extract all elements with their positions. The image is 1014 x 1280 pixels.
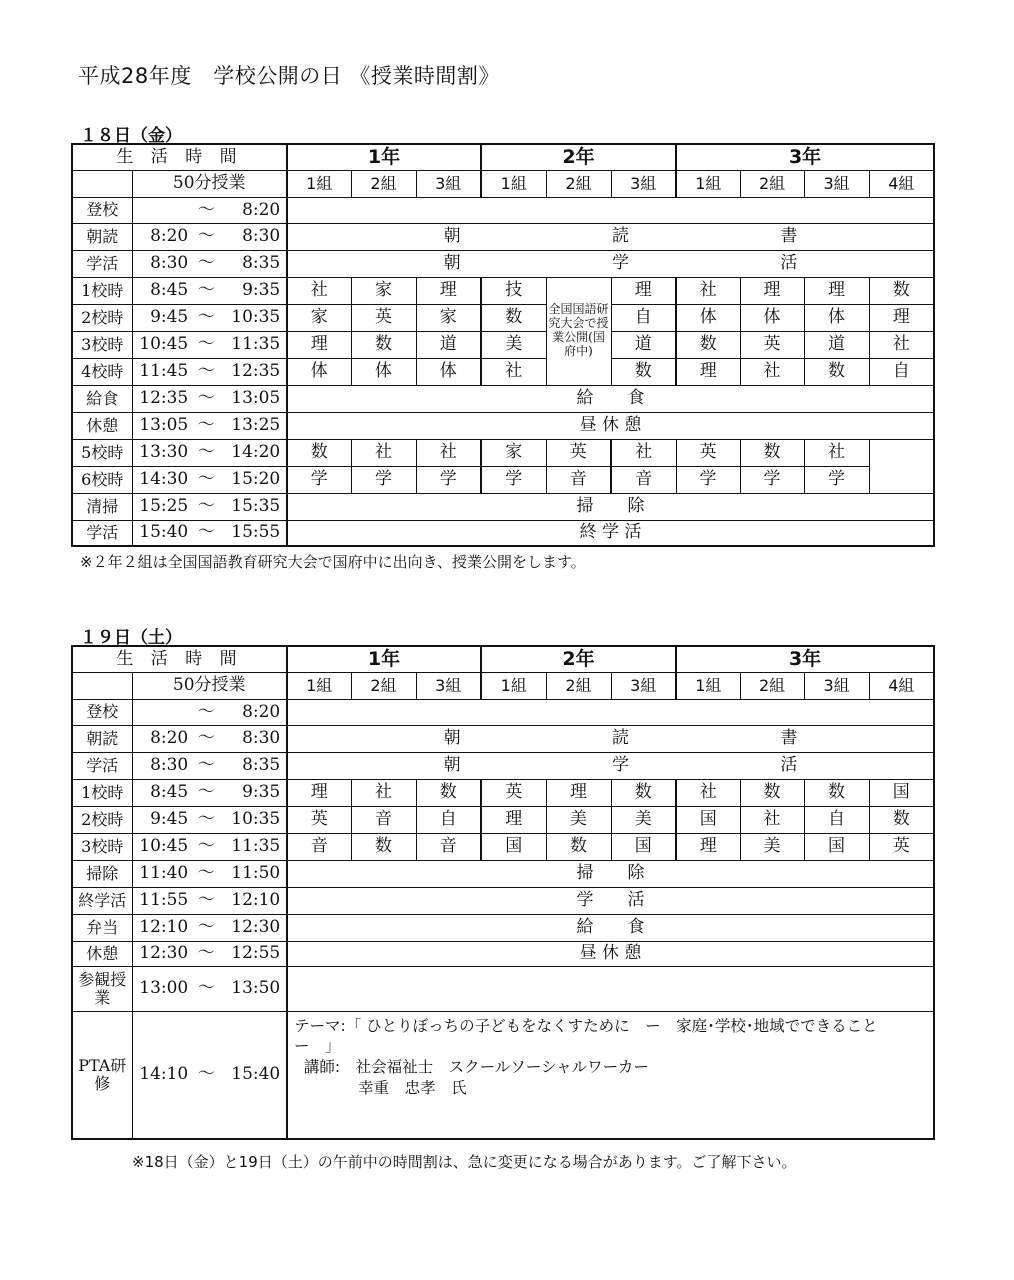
start-time: 9:45 (150, 307, 189, 328)
period-label: 1校時 (72, 779, 132, 806)
time-range (132, 887, 287, 914)
span-word: 活 (780, 253, 798, 274)
subject-cell: 美 (740, 833, 804, 860)
theme-line: テーマ:「 ひとりぼっちの子どもをなくすために ー 家庭･学校･地域でできること (294, 1016, 878, 1035)
class-header: 1組 (676, 672, 740, 699)
tilde: ～ (197, 701, 215, 722)
subject-cell: 国 (611, 833, 676, 860)
class-header: 3組 (416, 170, 481, 197)
end-time: 15:20 (231, 469, 281, 490)
period-label: 5校時 (72, 439, 132, 466)
span-word: 朝 (443, 226, 461, 247)
subject-cell: 体 (740, 304, 804, 331)
subject-cell: 数 (351, 331, 416, 358)
subject-cell: 自 (804, 806, 869, 833)
page-title: 平成28年度 学校公開の日 《授業時間割》 (78, 64, 500, 88)
time-range (132, 860, 287, 887)
start-time: 8:45 (150, 782, 189, 803)
start-time: 10:45 (139, 836, 189, 857)
time-range (132, 223, 287, 250)
tilde: ～ (197, 415, 215, 436)
span-word: 書 (780, 728, 798, 749)
start-time: 13:00 (139, 978, 189, 999)
tilde: ～ (197, 943, 215, 964)
subject-cell: 数 (611, 779, 676, 806)
subject-cell: 数 (869, 277, 934, 304)
subject-cell: 英 (287, 806, 351, 833)
class-header: 3組 (611, 672, 676, 699)
class-header: 1組 (287, 170, 351, 197)
header-life-time: 生 活 時 間 (72, 144, 287, 170)
span-activity (287, 725, 934, 752)
span-activity (287, 223, 934, 250)
subject-cell: 学 (351, 466, 416, 493)
tilde: ～ (197, 496, 215, 517)
period-label: 2校時 (72, 304, 132, 331)
footnote-day18: ※２年２組は全国国語教育研究大会で国府中に出向き、授業公開をします。 (80, 553, 586, 571)
period-label: 登校 (72, 699, 132, 725)
subject-cell: 社 (676, 277, 740, 304)
subject-cell: 理 (676, 833, 740, 860)
tilde: ～ (197, 307, 215, 328)
tilde: ～ (197, 469, 215, 490)
tilde: ～ (197, 782, 215, 803)
span-activity-words (288, 729, 933, 748)
grade-header: 2年 (481, 646, 676, 672)
timetable-day18 (71, 143, 935, 547)
class-header: 2組 (546, 170, 611, 197)
end-time: 9:35 (242, 280, 281, 301)
end-time: 15:55 (231, 522, 281, 543)
start-time: 12:35 (139, 388, 189, 409)
class-header: 1組 (676, 170, 740, 197)
merged-activity: 学 活 (287, 887, 934, 914)
subject-cell: 数 (804, 358, 869, 385)
time-range (132, 331, 287, 358)
subject-cell: 数 (546, 833, 611, 860)
subject-cell: 国 (676, 806, 740, 833)
start-time: 10:45 (139, 334, 189, 355)
time-range (132, 941, 287, 966)
merged-activity: 昼 休 憩 (287, 941, 934, 966)
time-range (132, 466, 287, 493)
start-time: 12:10 (139, 917, 189, 938)
blank-cell (72, 672, 132, 699)
time-range (132, 304, 287, 331)
class-header: 4組 (869, 170, 934, 197)
subject-cell: 数 (481, 304, 546, 331)
period-label: 弁当 (72, 914, 132, 941)
end-time: 8:35 (242, 253, 281, 274)
class-header: 1組 (287, 672, 351, 699)
end-time: 12:55 (231, 943, 281, 964)
period-label: 2校時 (72, 806, 132, 833)
grade-header: 2年 (481, 144, 676, 170)
subject-cell: 数 (351, 833, 416, 860)
period-label: 清掃 (72, 493, 132, 520)
special-note: 全国国語研究大会で授業公開(国府中) (546, 277, 611, 385)
period-label: 給食 (72, 385, 132, 412)
day19-heading: １９日（土） (80, 628, 182, 648)
end-time: 10:35 (231, 809, 281, 830)
period-label: 終学活 (72, 887, 132, 914)
subject-cell: 理 (287, 779, 351, 806)
end-time: 11:35 (231, 334, 281, 355)
span-word: 活 (780, 755, 798, 776)
subject-cell: 理 (481, 806, 546, 833)
subject-cell: 英 (676, 439, 740, 466)
subject-cell: 体 (416, 358, 481, 385)
subject-cell: 社 (676, 779, 740, 806)
time-range (132, 520, 287, 546)
merged-activity: 昼 休 憩 (287, 412, 934, 439)
time-range (132, 197, 287, 223)
grade-header: 1年 (287, 646, 481, 672)
class-header: 3組 (416, 672, 481, 699)
time-range (132, 699, 287, 725)
subject-cell: 理 (546, 779, 611, 806)
end-time: 8:20 (242, 701, 281, 722)
time-range (132, 412, 287, 439)
period-label: 学活 (72, 250, 132, 277)
subject-cell: 英 (481, 779, 546, 806)
end-time: 11:35 (231, 836, 281, 857)
day18-heading: １８日（金） (80, 126, 182, 146)
time-range (132, 358, 287, 385)
end-time: 13:25 (231, 415, 281, 436)
time-range (132, 966, 287, 1011)
tilde: ～ (197, 755, 215, 776)
period-label: 3校時 (72, 833, 132, 860)
span-activity (287, 752, 934, 779)
subject-cell: 理 (287, 331, 351, 358)
pta-label: PTA研修 (72, 1011, 132, 1139)
time-range (132, 914, 287, 941)
start-time: 12:30 (139, 943, 189, 964)
subject-cell: 美 (481, 331, 546, 358)
start-time: 9:45 (150, 809, 189, 830)
header-50min: 50分授業 (132, 672, 287, 699)
tilde: ～ (197, 253, 215, 274)
subject-cell: 美 (546, 806, 611, 833)
subject-cell: 学 (676, 466, 740, 493)
subject-cell: 社 (804, 439, 869, 466)
start-time: 8:30 (150, 253, 189, 274)
span-word: 学 (612, 755, 630, 776)
time-range (132, 493, 287, 520)
time-range (132, 725, 287, 752)
grade-header: 1年 (287, 144, 481, 170)
time-range (132, 250, 287, 277)
span-word: 朝 (443, 253, 461, 274)
end-time: 8:20 (242, 199, 281, 220)
blank-cell (72, 170, 132, 197)
subject-cell: 数 (416, 779, 481, 806)
pta-details (287, 1011, 934, 1139)
class-header: 4組 (869, 672, 934, 699)
class-header: 3組 (611, 170, 676, 197)
span-activity-words (288, 227, 933, 246)
period-label: 掃除 (72, 860, 132, 887)
subject-cell: 家 (287, 304, 351, 331)
period-label: 3校時 (72, 331, 132, 358)
subject-cell: 英 (351, 304, 416, 331)
tilde: ～ (197, 890, 215, 911)
tilde: ～ (197, 388, 215, 409)
subject-cell: 理 (611, 277, 676, 304)
subject-cell: 社 (740, 806, 804, 833)
period-label: 6校時 (72, 466, 132, 493)
grade-header: 3年 (676, 646, 934, 672)
subject-cell: 道 (611, 331, 676, 358)
subject-cell: 音 (611, 466, 676, 493)
time-range (132, 779, 287, 806)
period-label: 4校時 (72, 358, 132, 385)
merged-activity: 掃 除 (287, 493, 934, 520)
subject-cell: 自 (611, 304, 676, 331)
time-range (132, 806, 287, 833)
subject-cell: 数 (740, 779, 804, 806)
span-word: 読 (612, 728, 630, 749)
subject-cell: 数 (740, 439, 804, 466)
start-time: 8:45 (150, 280, 189, 301)
end-time: 12:10 (231, 890, 281, 911)
span-word: 朝 (443, 728, 461, 749)
end-time: 13:05 (231, 388, 281, 409)
period-label: 朝読 (72, 725, 132, 752)
subject-cell: 社 (481, 358, 546, 385)
end-time: 12:30 (231, 917, 281, 938)
start-time: 11:55 (139, 890, 189, 911)
subject-cell: 理 (740, 277, 804, 304)
subject-cell: 学 (416, 466, 481, 493)
start-time: 15:40 (139, 522, 189, 543)
merged-activity: 掃 除 (287, 860, 934, 887)
start-time: 11:40 (139, 863, 189, 884)
span-activity (287, 197, 934, 223)
subject-cell: 自 (416, 806, 481, 833)
subject-cell: 学 (740, 466, 804, 493)
subject-cell: 体 (676, 304, 740, 331)
subject-cell: 学 (804, 466, 869, 493)
period-label: 学活 (72, 520, 132, 546)
time-range (132, 1011, 287, 1139)
start-time: 13:05 (139, 415, 189, 436)
subject-cell: 理 (676, 358, 740, 385)
class-header: 2組 (351, 672, 416, 699)
subject-cell: 理 (869, 304, 934, 331)
period-label: 休憩 (72, 412, 132, 439)
subject-cell: 理 (416, 277, 481, 304)
lecturer-name: 幸重 忠孝 氏 (294, 1079, 467, 1098)
merged-activity: 給 食 (287, 914, 934, 941)
theme-line: ー 」 (294, 1037, 341, 1056)
subject-cell: 英 (740, 331, 804, 358)
span-word: 書 (780, 226, 798, 247)
time-range (132, 833, 287, 860)
period-label: 朝読 (72, 223, 132, 250)
time-range (132, 752, 287, 779)
subject-cell: 数 (287, 439, 351, 466)
class-header: 1組 (481, 672, 546, 699)
start-time: 8:20 (150, 728, 189, 749)
tilde: ～ (197, 978, 215, 999)
tilde: ～ (197, 522, 215, 543)
start-time: 8:20 (150, 226, 189, 247)
tilde: ～ (197, 199, 215, 220)
subject-cell: 道 (416, 331, 481, 358)
span-word: 読 (612, 226, 630, 247)
subject-cell: 家 (351, 277, 416, 304)
subject-cell: 理 (804, 277, 869, 304)
subject-cell: 英 (869, 833, 934, 860)
class-header: 2組 (740, 672, 804, 699)
tilde: ～ (197, 226, 215, 247)
subject-cell: 国 (804, 833, 869, 860)
end-time: 13:50 (231, 978, 281, 999)
class-header: 1組 (481, 170, 546, 197)
tilde: ～ (197, 280, 215, 301)
subject-cell: 自 (869, 358, 934, 385)
end-time: 8:35 (242, 755, 281, 776)
subject-cell: 家 (481, 439, 546, 466)
subject-cell: 家 (416, 304, 481, 331)
header-50min: 50分授業 (132, 170, 287, 197)
end-time: 11:50 (231, 863, 281, 884)
subject-cell: 社 (869, 331, 934, 358)
header-life-time: 生 活 時 間 (72, 646, 287, 672)
class-header: 2組 (351, 170, 416, 197)
tilde: ～ (197, 836, 215, 857)
tilde: ～ (197, 334, 215, 355)
time-range (132, 439, 287, 466)
subject-cell: 道 (804, 331, 869, 358)
end-time: 14:20 (231, 442, 281, 463)
subject-cell: 体 (804, 304, 869, 331)
end-time: 9:35 (242, 782, 281, 803)
span-activity-words (288, 756, 933, 775)
span-word: 学 (612, 253, 630, 274)
time-range (132, 385, 287, 412)
tilde: ～ (197, 1064, 215, 1085)
subject-cell: 社 (287, 277, 351, 304)
merged-activity: 給 食 (287, 385, 934, 412)
subject-cell: 美 (611, 806, 676, 833)
period-label: 登校 (72, 197, 132, 223)
grade-header: 3年 (676, 144, 934, 170)
start-time: 13:30 (139, 442, 189, 463)
subject-cell: 体 (351, 358, 416, 385)
period-label: 参観授業 (72, 966, 132, 1011)
start-time: 15:25 (139, 496, 189, 517)
start-time: 8:30 (150, 755, 189, 776)
class-header: 2組 (740, 170, 804, 197)
end-time: 10:35 (231, 307, 281, 328)
class-header: 3組 (804, 170, 869, 197)
subject-cell: 体 (287, 358, 351, 385)
lecturer-line: 講師: 社会福祉士 スクールソーシャルワーカー (294, 1058, 649, 1077)
subject-cell: 社 (351, 439, 416, 466)
subject-cell: 学 (481, 466, 546, 493)
period-label: 1校時 (72, 277, 132, 304)
merged-activity (287, 966, 934, 1011)
subject-cell: 社 (416, 439, 481, 466)
subject-cell: 音 (287, 833, 351, 860)
subject-cell: 数 (611, 358, 676, 385)
class-header: 2組 (546, 672, 611, 699)
subject-cell: 数 (869, 806, 934, 833)
subject-cell: 学 (287, 466, 351, 493)
end-time: 15:40 (231, 1064, 281, 1085)
timetable-day19 (71, 645, 935, 1140)
subject-cell: 社 (351, 779, 416, 806)
end-time: 8:30 (242, 728, 281, 749)
footnote-day19: ※18日（金）と19日（土）の午前中の時間割は、急に変更になる場合があります。ご了解下さい。 (132, 1153, 797, 1171)
subject-cell: 社 (611, 439, 676, 466)
subject-cell: 数 (676, 331, 740, 358)
tilde: ～ (197, 728, 215, 749)
period-label: 休憩 (72, 941, 132, 966)
subject-cell: 音 (546, 466, 611, 493)
subject-cell: 国 (481, 833, 546, 860)
subject-cell: 音 (416, 833, 481, 860)
merged-activity: 終 学 活 (287, 520, 934, 546)
tilde: ～ (197, 361, 215, 382)
tilde: ～ (197, 863, 215, 884)
tilde: ～ (197, 809, 215, 830)
end-time: 8:30 (242, 226, 281, 247)
subject-cell: 数 (804, 779, 869, 806)
span-activity (287, 699, 934, 725)
subject-cell: 音 (351, 806, 416, 833)
class-header: 3組 (804, 672, 869, 699)
subject-cell: 国 (869, 779, 934, 806)
tilde: ～ (197, 917, 215, 938)
start-time: 14:30 (139, 469, 189, 490)
period-label: 学活 (72, 752, 132, 779)
start-time: 14:10 (139, 1064, 189, 1085)
time-range (132, 277, 287, 304)
subject-cell: 社 (740, 358, 804, 385)
end-time: 12:35 (231, 361, 281, 382)
end-time: 15:35 (231, 496, 281, 517)
span-activity-words (288, 254, 933, 273)
tilde: ～ (197, 442, 215, 463)
span-word: 朝 (443, 755, 461, 776)
start-time: 11:45 (139, 361, 189, 382)
span-activity (287, 250, 934, 277)
subject-cell: 技 (481, 277, 546, 304)
subject-cell: 英 (546, 439, 611, 466)
